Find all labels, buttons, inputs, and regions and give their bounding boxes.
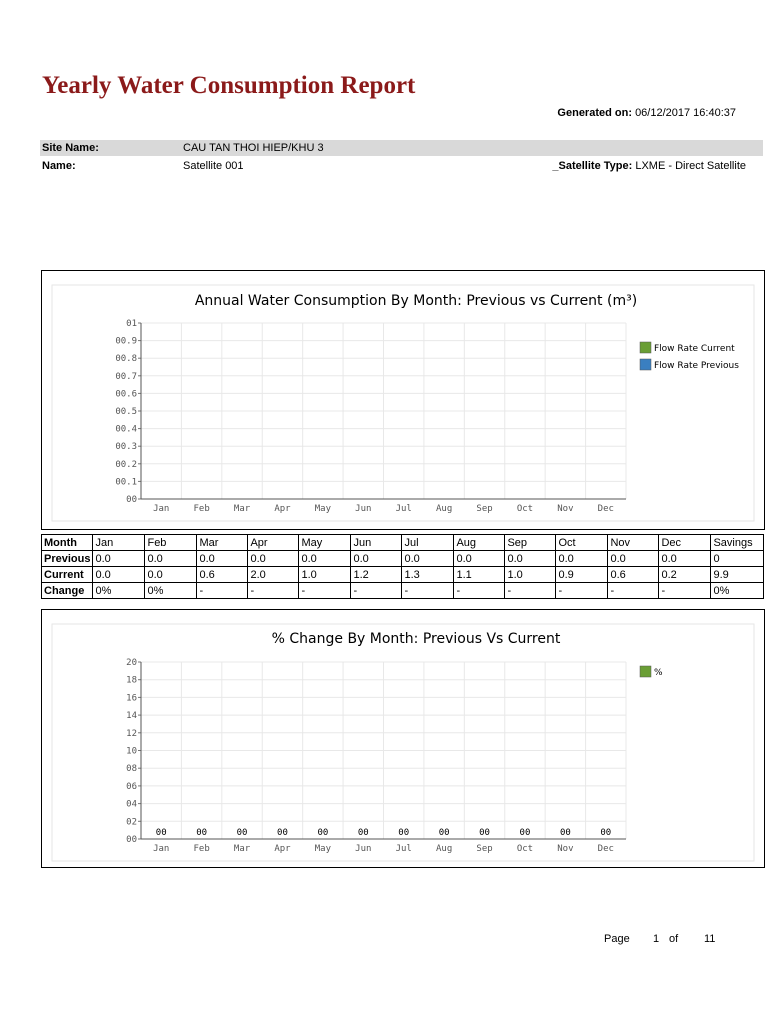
data-label: 00: [600, 828, 612, 838]
legend-label: %: [654, 668, 663, 678]
y-tick-label: 01: [126, 319, 137, 329]
table-cell: 1.0: [299, 567, 351, 583]
table-cell: 0.0: [454, 551, 505, 567]
y-tick-label: 08: [126, 764, 137, 775]
site-name-label: Site Name:: [42, 142, 99, 154]
table-cell: -: [299, 583, 351, 599]
table-cell: 9.9: [711, 567, 764, 583]
table-cell: -: [248, 583, 299, 599]
table-cell: 0.0: [93, 551, 145, 567]
table-header-cell: Mar: [197, 535, 248, 551]
page-label: Page: [604, 933, 630, 945]
table-cell: -: [197, 583, 248, 599]
name-value: Satellite 001: [183, 160, 244, 172]
legend-swatch: [640, 342, 651, 353]
x-tick-label: Feb: [193, 844, 210, 854]
x-tick-label: Jun: [355, 844, 372, 854]
plot-frame: [52, 624, 754, 861]
y-tick-label: 18: [126, 675, 137, 686]
table-cell: 0%: [145, 583, 197, 599]
y-tick-label: 16: [126, 693, 137, 704]
data-label: 00: [196, 828, 208, 838]
data-label: 00: [559, 828, 571, 838]
y-tick-label: 14: [126, 711, 137, 722]
x-tick-label: Nov: [557, 844, 574, 854]
legend-swatch: [640, 666, 651, 677]
table-row: [42, 567, 764, 583]
table-cell: 0%: [93, 583, 145, 599]
y-tick-label: 02: [126, 817, 137, 828]
table-cell: 0.6: [197, 567, 248, 583]
table-cell: -: [454, 583, 505, 599]
table-header-cell: Previous: [42, 551, 93, 567]
data-label: 00: [155, 828, 167, 838]
satellite-type-label: _Satellite Type:: [552, 160, 633, 172]
legend-swatch: [640, 359, 651, 370]
x-tick-label: Apr: [274, 504, 291, 514]
change-chart: [42, 610, 764, 867]
table-cell: 0.0: [505, 551, 556, 567]
y-tick-label: 00.5: [115, 407, 137, 417]
data-label: 00: [519, 828, 531, 838]
table-cell: 1.2: [351, 567, 402, 583]
table-cell: -: [556, 583, 608, 599]
chart-title: Annual Water Consumption By Month: Previous vs Current (m³): [194, 293, 638, 309]
table-header-cell: Month: [42, 535, 93, 551]
table-cell: -: [608, 583, 659, 599]
table-header-cell: Aug: [454, 535, 505, 551]
table-cell: 0.0: [248, 551, 299, 567]
x-tick-label: Oct: [516, 844, 534, 854]
table-header-cell: Feb: [145, 535, 197, 551]
data-label: 00: [277, 828, 288, 838]
y-tick-label: 00.6: [115, 389, 137, 400]
y-tick-label: 00.4: [115, 424, 137, 435]
table-cell: 0.0: [299, 551, 351, 567]
table-header-cell: Change: [42, 583, 93, 599]
table-header-cell: Current: [42, 567, 93, 583]
table-cell: 1.0: [505, 567, 556, 583]
table-cell: 0.2: [659, 567, 711, 583]
y-tick-label: 00: [126, 495, 137, 505]
y-tick-label: 04: [126, 799, 137, 810]
plot-frame: [52, 285, 754, 521]
y-tick-label: 06: [126, 781, 137, 792]
table-cell: 0.0: [556, 551, 608, 567]
table-cell: -: [659, 583, 711, 599]
table-cell: 0%: [711, 583, 764, 599]
data-label: 00: [398, 828, 410, 838]
table-cell: 0.6: [608, 567, 659, 583]
table-cell: 0.0: [402, 551, 454, 567]
table-cell: 1.3: [402, 567, 454, 583]
data-label: 00: [438, 828, 450, 838]
table-cell: 0.0: [93, 567, 145, 583]
x-tick-label: Mar: [233, 844, 251, 854]
x-tick-label: Oct: [516, 504, 534, 514]
y-tick-label: 00.9: [115, 336, 137, 347]
x-tick-label: Jun: [355, 504, 372, 514]
table-cell: 0: [711, 551, 764, 567]
legend-label: Flow Rate Current: [654, 344, 735, 354]
table-cell: 2.0: [248, 567, 299, 583]
y-tick-label: 00: [126, 835, 137, 845]
x-tick-label: Aug: [435, 844, 453, 854]
x-tick-label: May: [314, 504, 332, 514]
change-chart-box: [41, 609, 765, 868]
table-header-cell: Oct: [556, 535, 608, 551]
report-title: Yearly Water Consumption Report: [42, 72, 416, 99]
data-label: 00: [236, 828, 248, 838]
x-tick-label: Nov: [557, 504, 574, 514]
site-name-row: [40, 140, 763, 156]
y-tick-label: 10: [126, 746, 137, 757]
site-name-value: CAU TAN THOI HIEP/KHU 3: [183, 142, 324, 154]
table-header-cell: Nov: [608, 535, 659, 551]
x-tick-label: Aug: [435, 504, 453, 514]
page-total: 11: [704, 933, 716, 945]
y-tick-label: 00.2: [115, 459, 137, 470]
table-cell: 0.0: [197, 551, 248, 567]
data-label: 00: [479, 828, 490, 838]
consumption-table: [41, 534, 764, 599]
table-cell: -: [402, 583, 454, 599]
y-tick-label: 00.7: [115, 371, 137, 382]
table-cell: 0.0: [351, 551, 402, 567]
table-header-cell: Jun: [351, 535, 402, 551]
y-tick-label: 00.8: [115, 354, 137, 365]
x-tick-label: Dec: [597, 844, 614, 854]
y-tick-label: 00.3: [115, 442, 137, 453]
table-cell: -: [505, 583, 556, 599]
consumption-chart-box: [41, 270, 765, 530]
page-number: 1: [653, 933, 660, 945]
y-tick-label: 20: [126, 658, 137, 668]
legend-label: Flow Rate Previous: [654, 361, 739, 371]
x-tick-label: Jan: [153, 504, 170, 514]
page-of-label: of: [669, 933, 679, 945]
satellite-type: [552, 160, 746, 172]
table-header-cell: Savings: [711, 535, 764, 551]
x-tick-label: Mar: [233, 504, 251, 514]
table-cell: 0.9: [556, 567, 608, 583]
table-header-cell: Apr: [248, 535, 299, 551]
generated-on: [557, 107, 736, 119]
table-header-cell: Sep: [505, 535, 556, 551]
satellite-type-value: LXME - Direct Satellite: [635, 160, 746, 172]
name-label: Name:: [42, 160, 76, 172]
table-header-row: [42, 535, 764, 551]
table-cell: -: [351, 583, 402, 599]
table-row: [42, 583, 764, 599]
table-header-cell: May: [299, 535, 351, 551]
data-label: 00: [357, 828, 369, 838]
x-tick-label: Feb: [193, 504, 210, 514]
name-row: [40, 158, 763, 174]
table-cell: 0.0: [145, 567, 197, 583]
x-tick-label: Sep: [476, 844, 493, 854]
table-cell: 0.0: [608, 551, 659, 567]
x-tick-label: Apr: [274, 844, 291, 854]
y-tick-label: 00.1: [115, 477, 137, 488]
x-tick-label: Jan: [153, 844, 170, 854]
generated-label: Generated on:: [557, 107, 632, 119]
table-cell: 0.0: [659, 551, 711, 567]
table-header-cell: Dec: [659, 535, 711, 551]
consumption-chart: [42, 271, 764, 529]
table-cell: 0.0: [145, 551, 197, 567]
x-tick-label: Jul: [395, 844, 412, 854]
x-tick-label: May: [314, 844, 332, 854]
data-label: 00: [317, 828, 329, 838]
x-tick-label: Dec: [597, 504, 614, 514]
x-tick-label: Jul: [395, 504, 412, 514]
generated-value: 06/12/2017 16:40:37: [635, 107, 736, 119]
table-header-cell: Jan: [93, 535, 145, 551]
y-tick-label: 12: [126, 728, 137, 739]
table-header-cell: Jul: [402, 535, 454, 551]
table-row: [42, 551, 764, 567]
table-cell: 1.1: [454, 567, 505, 583]
x-tick-label: Sep: [476, 504, 493, 514]
chart-title: % Change By Month: Previous Vs Current: [271, 631, 561, 647]
